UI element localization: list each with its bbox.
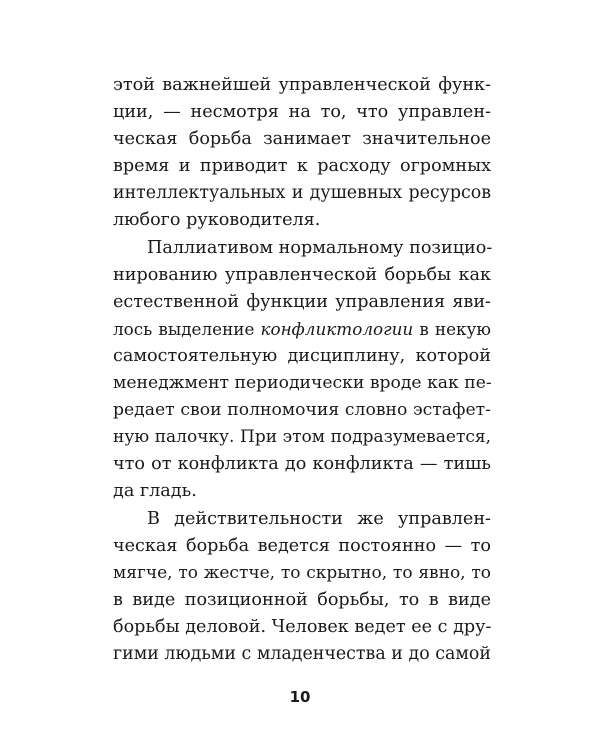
text-line: борьбы деловой. Человек ведет ее с дру- (113, 616, 492, 637)
text-line: что от конфликта до конфликта — тишь (113, 454, 491, 475)
text-line: самостоятельную дисциплину, которой (113, 345, 491, 366)
body-text (113, 72, 491, 668)
text-line: любого руководителя. (113, 210, 321, 231)
text-line: мягче, то жестче, то скрытно, то явно, то (113, 562, 491, 583)
text-line: редает свои полномочия словно эстафет- (113, 400, 491, 421)
text-line: ную палочку. При этом подразумевается, (113, 427, 491, 448)
text-line: ческая борьба занимает значительное (113, 129, 491, 150)
text-segment: лось выделение (113, 318, 261, 339)
text-line: Паллиативом нормальному позицио- (147, 237, 493, 258)
text-line: в виде позиционной борьбы, то в виде (113, 589, 491, 610)
text-line: естественной функции управления яви- (113, 291, 491, 312)
text-segment: в некую (413, 318, 491, 339)
text-line: гими людьми с младенчества и до самой (113, 643, 491, 664)
italic-term: конфликтологии (260, 318, 414, 339)
text-line: время и приводит к расходу огромных (113, 156, 491, 177)
text-line: ции, — несмотря на то, что управлен- (113, 102, 491, 123)
text-line: да гладь. (113, 481, 197, 502)
text-line: менеджмент периодически вроде как пе- (113, 373, 492, 394)
text-line: этой важнейшей управленческой функ- (113, 75, 491, 95)
text-line-with-italic (113, 316, 491, 343)
text-line: нированию управленческой борьбы как (113, 264, 491, 285)
text-line: интеллектуальных и душевных ресурсов (113, 183, 491, 204)
text-line: ческая борьба ведется постоянно — то (113, 535, 491, 556)
page-number: 10 (289, 688, 311, 706)
text-line: В действительности же управлен- (147, 508, 491, 529)
